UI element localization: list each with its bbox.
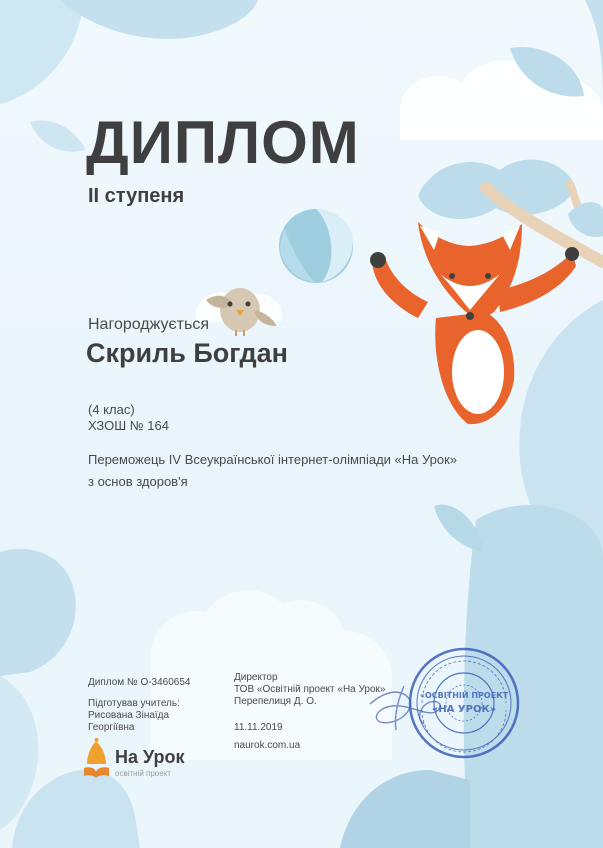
leaf-branch: [568, 202, 603, 237]
diploma-number: Диплом № О-3460654: [88, 677, 191, 688]
achievement-line-2: з основ здоров'я: [88, 474, 188, 489]
recipient-grade: (4 клас): [88, 402, 135, 417]
teacher-name-line-2: Георгіївна: [88, 722, 135, 733]
leaf-mid-right: [418, 160, 576, 220]
ball: [279, 209, 353, 283]
diploma-title: ДИПЛОМ: [86, 109, 360, 176]
bell-book-icon: [84, 738, 109, 778]
leaf-top-left: [0, 0, 84, 104]
svg-text:«ОСВІТНІЙ ПРОЕКТ: «ОСВІТНІЙ ПРОЕКТ: [419, 691, 509, 700]
svg-text:«НА УРОК»: «НА УРОК»: [431, 704, 497, 715]
leaf-left-lower: [0, 549, 76, 676]
logo-tagline: освітній проект: [115, 769, 171, 778]
achievement-line-1: Переможець IV Всеукраїнської інтернет-олімпіади «На Урок»: [88, 452, 458, 467]
awarded-label: Нагороджується: [88, 316, 209, 333]
website-link[interactable]: naurok.com.ua: [234, 740, 301, 751]
prepared-by-label: Підготував учитель:: [88, 698, 180, 709]
organization-name: ТОВ «Освітній проект «На Урок»: [234, 684, 386, 695]
recipient-name: Скриль Богдан: [86, 338, 288, 368]
recipient-school: ХЗОШ № 164: [88, 418, 169, 433]
director-label: Директор: [234, 672, 278, 683]
leaf-small-left: [30, 120, 86, 151]
diploma-degree: ІІ ступеня: [88, 185, 185, 207]
teacher-name-line-1: Рисована Зінаїда: [88, 710, 170, 721]
leaf-right-bottom: [464, 505, 603, 848]
issue-date: 11.11.2019: [234, 722, 283, 733]
logo-name: На Урок: [115, 747, 185, 767]
leaf-top-center: [60, 0, 258, 39]
director-name: Перепелиця Д. О.: [234, 696, 317, 707]
